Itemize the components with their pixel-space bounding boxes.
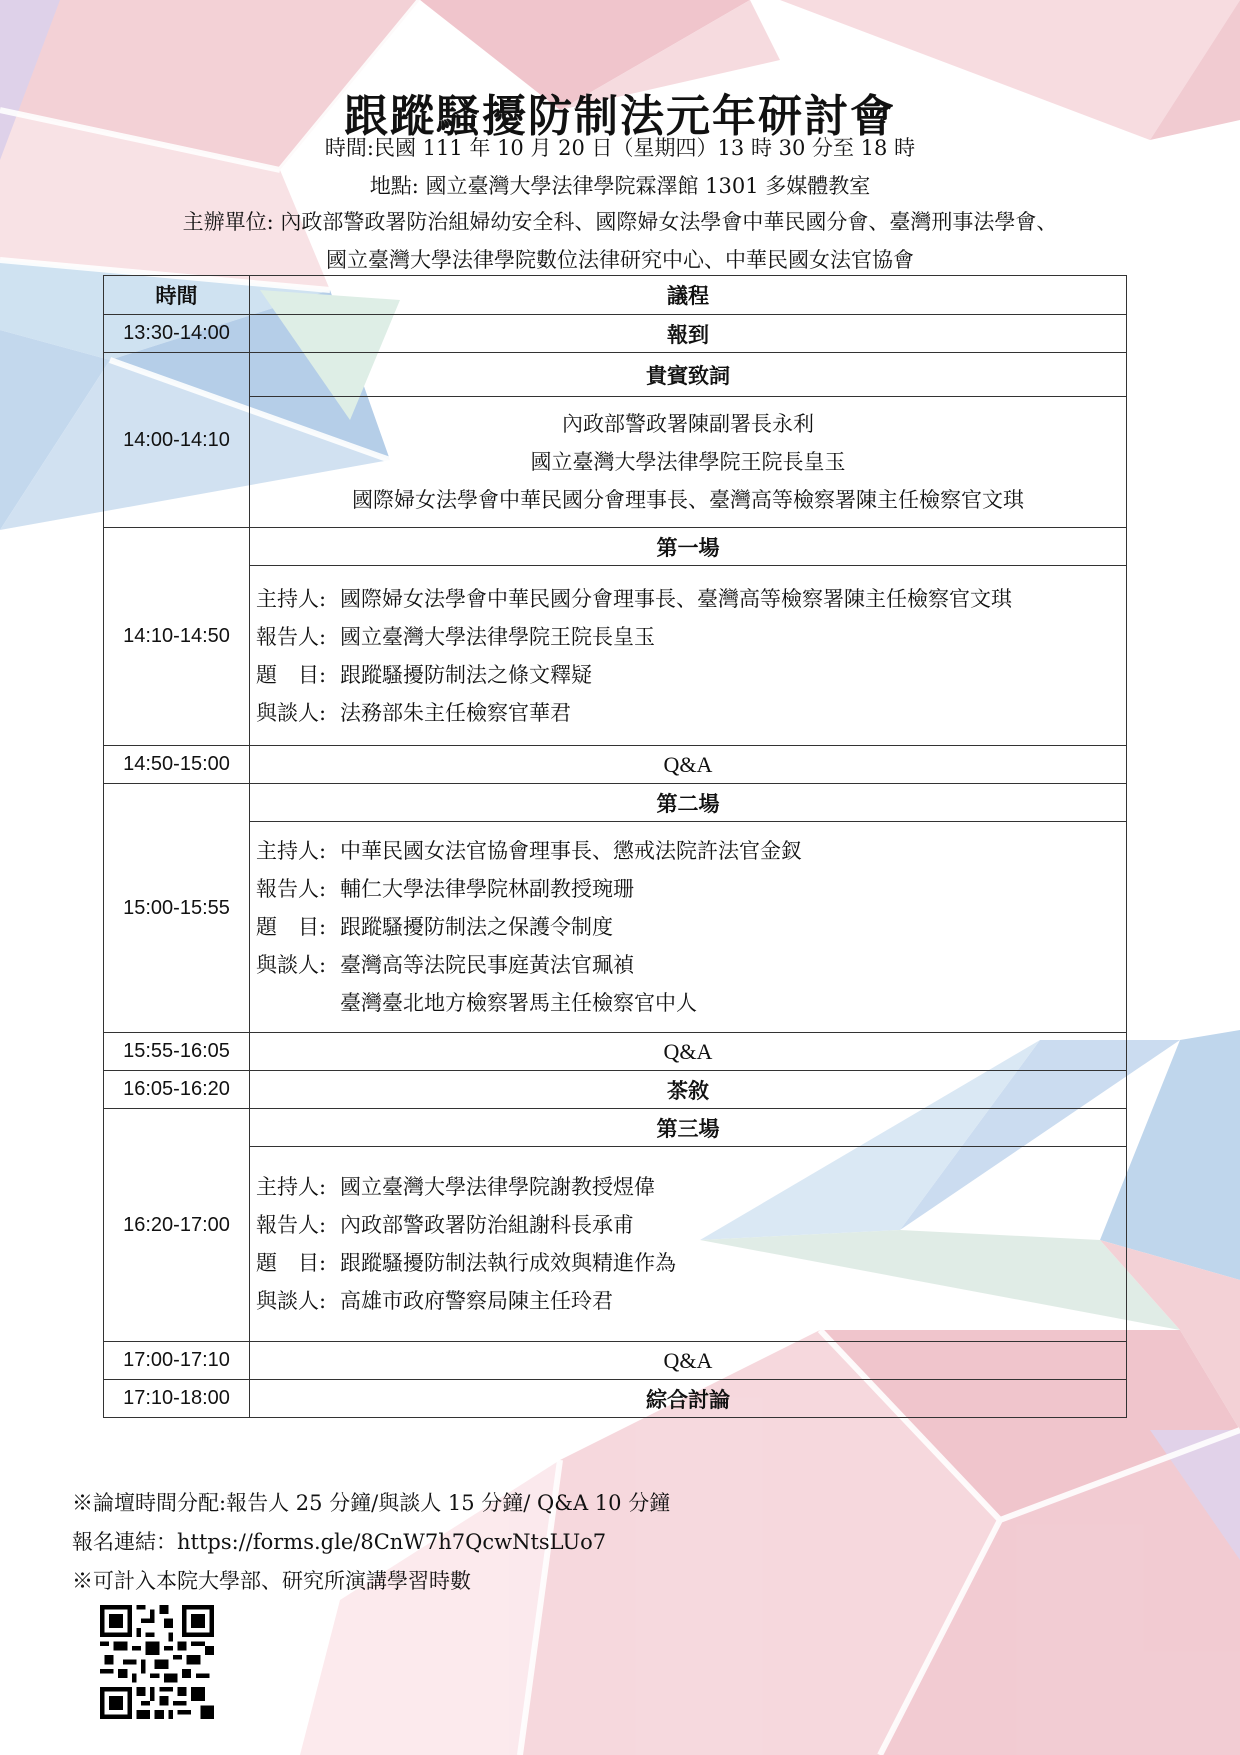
list-item: 國際婦女法學會中華民國分會理事長、臺灣高等檢察署陳主任檢察官文琪 — [352, 488, 1024, 512]
discussant-name: 法務部朱主任檢察官華君 — [340, 700, 571, 725]
list-item — [256, 656, 1120, 694]
event-time: 時間:民國 111 年 10 月 20 日（星期四）13 時 30 分至 18 時 — [324, 136, 916, 160]
table-row — [104, 397, 1127, 528]
event-place: 地點: 國立臺灣大學法律學院霖澤館 1301 多媒體教室 — [369, 174, 871, 198]
row-label: Q&A — [250, 1033, 1127, 1071]
topic-label: 題 目: — [256, 1251, 327, 1275]
registration-link[interactable]: 報名連結：https://forms.gle/8CnW7h7QcwNtsLUo7 — [72, 1530, 607, 1554]
table-row — [104, 822, 1127, 1033]
topic-label: 題 目: — [256, 915, 327, 939]
table-row — [104, 1033, 1127, 1071]
row-time: 17:10-18:00 — [104, 1380, 250, 1418]
row-label: 報到 — [250, 315, 1127, 353]
reporter-name: 輔仁大學法律學院林副教授琬珊 — [340, 877, 634, 901]
host-name: 中華民國女法官協會理事長、懲戒法院許法官金釵 — [340, 839, 802, 863]
discussant-label: 與談人: — [256, 700, 327, 725]
topic-label: 題 目: — [256, 662, 327, 687]
discussant-label: 與談人: — [256, 1289, 327, 1313]
topic-text: 跟蹤騷擾防制法之保護令制度 — [340, 915, 613, 939]
table-header-row — [104, 276, 1127, 315]
organizers-line-1: 主辦單位: 內政部警政署防治組婦幼安全科、國際婦女法學會中華民國分會、臺灣刑事法學會、 — [182, 210, 1058, 234]
row-time: 13:30-14:00 — [104, 315, 250, 353]
list-item — [256, 946, 1120, 984]
table-row — [104, 784, 1127, 822]
list-item — [256, 832, 1120, 870]
reporter-label: 報告人: — [256, 1213, 327, 1237]
discussant-name: 臺灣臺北地方檢察署馬主任檢察官中人 — [340, 991, 697, 1015]
table-row — [104, 1109, 1127, 1147]
discussant-name: 臺灣高等法院民事庭黃法官珮禎 — [340, 953, 634, 977]
row-label: 第一場 — [250, 528, 1127, 566]
reporter-name: 內政部警政署防治組謝科長承甫 — [340, 1213, 634, 1237]
time-allocation-note: ※論壇時間分配:報告人 25 分鐘/與談人 15 分鐘/ Q&A 10 分鐘 — [72, 1491, 671, 1515]
topic-text: 跟蹤騷擾防制法執行成效與精進作為 — [340, 1251, 676, 1275]
row-label: Q&A — [250, 746, 1127, 784]
list-item — [256, 1168, 1120, 1206]
reporter-name: 國立臺灣大學法律學院王院長皇玉 — [340, 624, 655, 649]
table-row — [104, 353, 1127, 397]
host-name: 國立臺灣大學法律學院謝教授煜偉 — [340, 1175, 655, 1199]
table-row — [104, 1147, 1127, 1342]
row-time: 17:00-17:10 — [104, 1342, 250, 1380]
list-item: 國立臺灣大學法律學院王院長皇玉 — [530, 450, 846, 474]
table-row — [104, 1380, 1127, 1418]
table-row — [104, 566, 1127, 746]
session-details — [250, 822, 1127, 1033]
header-time: 時間 — [104, 276, 250, 315]
list-item — [256, 1206, 1120, 1244]
table-row — [104, 746, 1127, 784]
row-time: 16:05-16:20 — [104, 1071, 250, 1109]
table-row — [104, 528, 1127, 566]
discussant-name: 高雄市政府警察局陳主任玲君 — [340, 1289, 613, 1313]
topic-text: 跟蹤騷擾防制法之條文釋疑 — [340, 662, 592, 687]
session-details — [250, 566, 1127, 746]
row-time: 14:00-14:10 — [104, 353, 250, 528]
list-item — [256, 908, 1120, 946]
row-time: 14:10-14:50 — [104, 528, 250, 746]
row-label: 綜合討論 — [250, 1380, 1127, 1418]
list-item — [256, 870, 1120, 908]
discussant-label: 與談人: — [256, 953, 327, 977]
list-item — [256, 984, 1120, 1022]
table-row — [104, 1342, 1127, 1380]
qr-code-icon[interactable] — [100, 1605, 214, 1719]
reporter-label: 報告人: — [256, 624, 327, 649]
list-item — [256, 580, 1120, 618]
reporter-label: 報告人: — [256, 877, 327, 901]
organizers-line-2: 國立臺灣大學法律學院數位法律研究中心、中華民國女法官協會 — [326, 248, 914, 272]
header-agenda: 議程 — [250, 276, 1127, 315]
table-row — [104, 315, 1127, 353]
host-label: 主持人: — [256, 839, 327, 863]
credit-note: ※可計入本院大學部、研究所演講學習時數 — [72, 1569, 471, 1593]
row-label: 第三場 — [250, 1109, 1127, 1147]
list-item: 內政部警政署陳副署長永利 — [562, 412, 814, 436]
row-label: 茶敘 — [250, 1071, 1127, 1109]
row-time: 16:20-17:00 — [104, 1109, 250, 1342]
opening-speakers — [250, 397, 1127, 528]
row-label: Q&A — [250, 1342, 1127, 1380]
host-name: 國際婦女法學會中華民國分會理事長、臺灣高等檢察署陳主任檢察官文琪 — [340, 586, 1012, 611]
list-item — [256, 1282, 1120, 1320]
list-item — [256, 694, 1120, 732]
footer-notes — [72, 1484, 670, 1601]
row-time: 15:00-15:55 — [104, 784, 250, 1033]
table-row — [104, 1071, 1127, 1109]
list-item — [256, 618, 1120, 656]
host-label: 主持人: — [256, 1175, 327, 1199]
session-details — [250, 1147, 1127, 1342]
row-label: 第二場 — [250, 784, 1127, 822]
row-label: 貴賓致詞 — [250, 353, 1127, 397]
host-label: 主持人: — [256, 586, 327, 611]
list-item — [256, 1244, 1120, 1282]
agenda-table — [103, 275, 1127, 1418]
page-title: 跟蹤騷擾防制法元年研討會 — [344, 91, 896, 142]
row-time: 15:55-16:05 — [104, 1033, 250, 1071]
row-time: 14:50-15:00 — [104, 746, 250, 784]
